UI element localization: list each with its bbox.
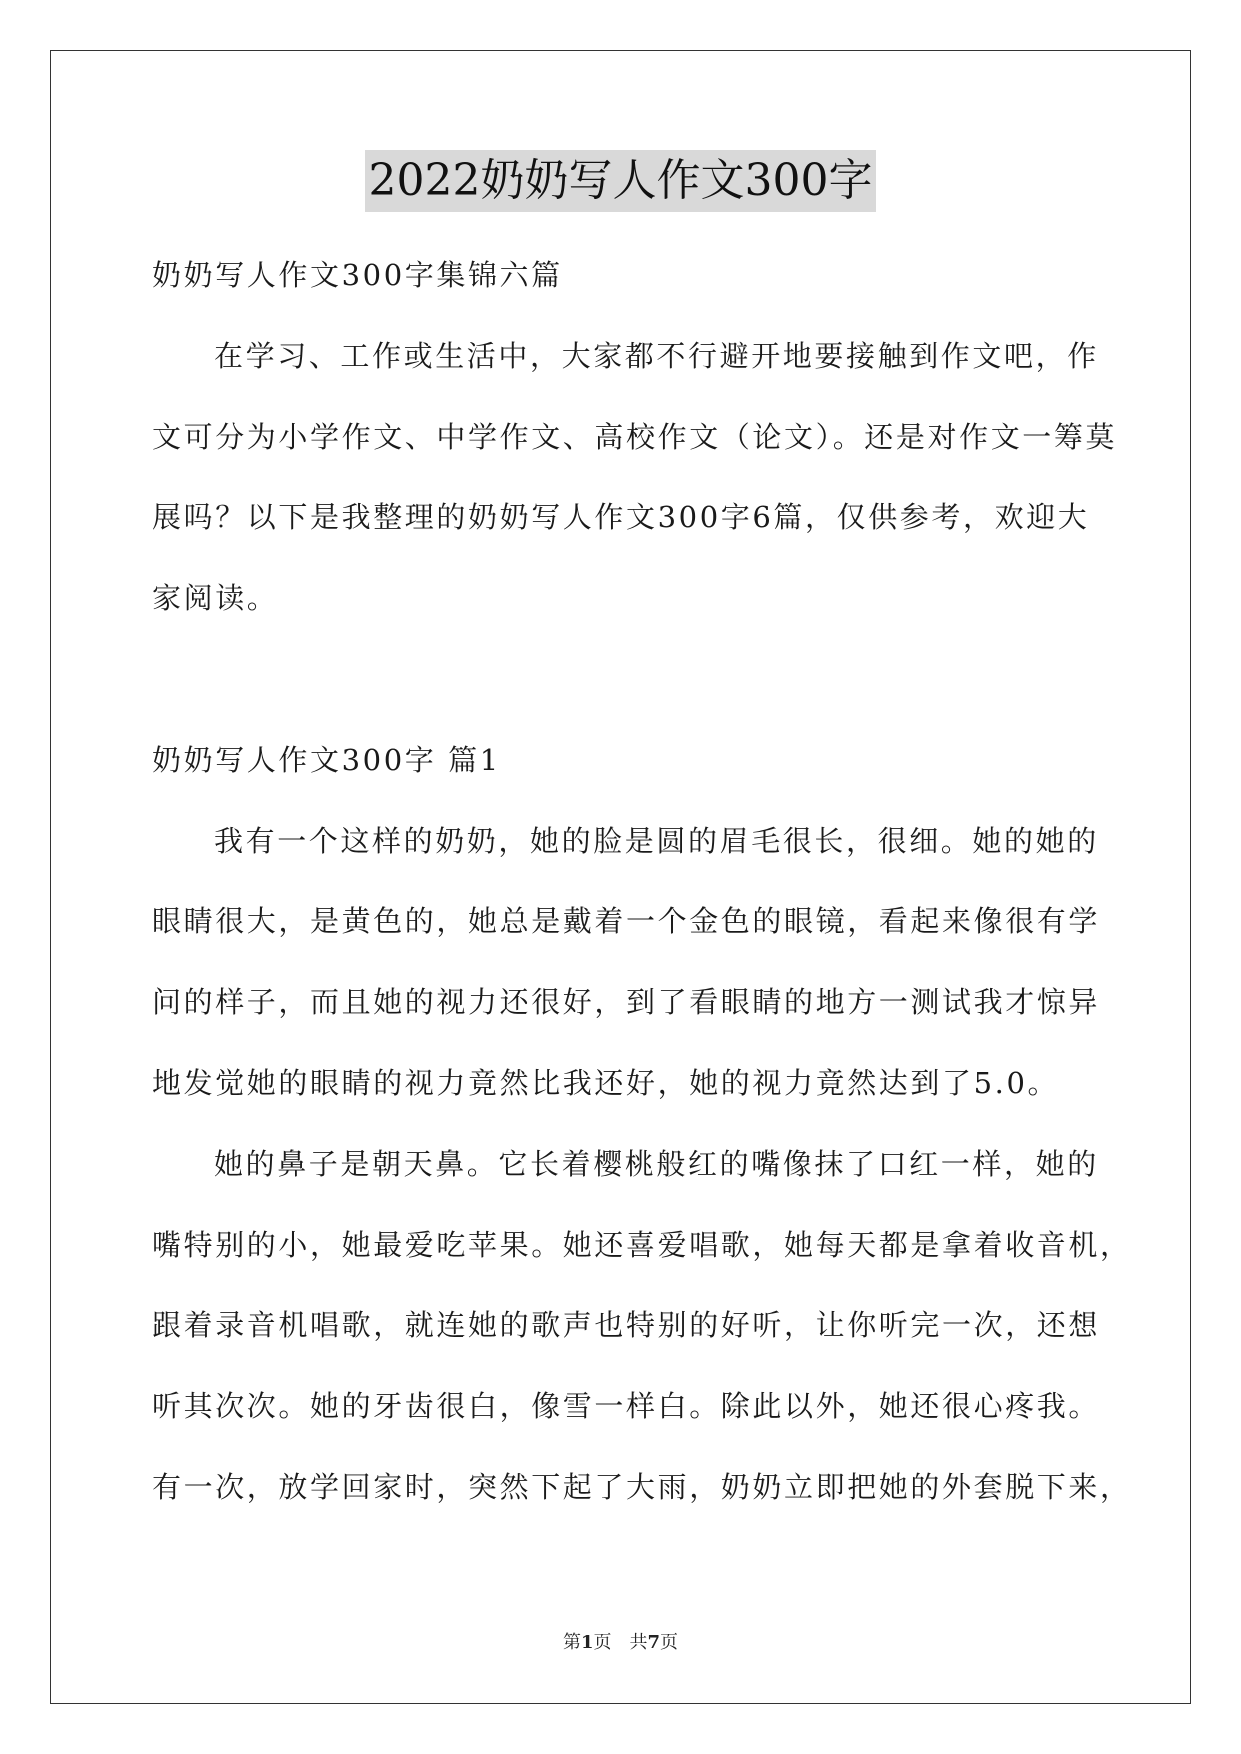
paragraph-line: 家阅读。 xyxy=(152,581,279,616)
paragraph-line: 问的样子，而且她的视力还很好，到了看眼睛的地方一测试我才惊异 xyxy=(152,985,1101,1020)
paragraph-line: 她的鼻子是朝天鼻。它长着樱桃般红的嘴像抹了口红一样，她的 xyxy=(214,1146,1099,1181)
page-suffix: 页 xyxy=(660,1632,679,1653)
page-current-number: 1 xyxy=(580,1632,594,1653)
page-prefix: 第 xyxy=(562,1632,581,1653)
section-heading: 奶奶写人作文300字 篇1 xyxy=(152,742,501,777)
page-footer xyxy=(0,1628,1241,1654)
document-subtitle: 奶奶写人作文300字集锦六篇 xyxy=(152,258,563,292)
intro-paragraph xyxy=(152,316,1118,639)
blank-line xyxy=(152,639,1097,720)
paragraph-line: 文可分为小学作文、中学作文、高校作文（论文）。还是对作文一筹莫 xyxy=(152,419,1118,454)
document-title: 2022奶奶写人作文300字 xyxy=(365,150,877,212)
title-container xyxy=(0,150,1241,212)
paragraph-line: 有一次，放学回家时，突然下起了大雨，奶奶立即把她的外套脱下来， xyxy=(152,1469,1132,1504)
paragraph-line: 嘴特别的小，她最爱吃苹果。她还喜爱唱歌，她每天都是拿着收音机， xyxy=(152,1227,1132,1262)
section1-paragraph-1 xyxy=(152,801,1101,1124)
paragraph-line: 听其次次。她的牙齿很白，像雪一样白。除此以外，她还很心疼我。 xyxy=(152,1389,1101,1424)
paragraph-line: 眼睛很大，是黄色的，她总是戴着一个金色的眼镜，看起来像很有学 xyxy=(152,904,1101,939)
paragraph-line: 我有一个这样的奶奶，她的脸是圆的眉毛很长，很细。她的她的 xyxy=(214,823,1099,858)
paragraph-line: 跟着录音机唱歌，就连她的歌声也特别的好听，让你听完一次，还想 xyxy=(152,1308,1101,1343)
paragraph-line: 展吗？以下是我整理的奶奶写人作文300字6篇，仅供参考，欢迎大 xyxy=(152,500,1090,535)
paragraph-line: 在学习、工作或生活中，大家都不行避开地要接触到作文吧，作 xyxy=(214,338,1099,373)
page-mid: 页 共 xyxy=(593,1632,648,1653)
document-body xyxy=(152,235,1132,1528)
section1-paragraph-2 xyxy=(152,1124,1132,1528)
paragraph-line: 地发觉她的眼睛的视力竟然比我还好，她的视力竟然达到了5.0。 xyxy=(152,1065,1060,1100)
page-total-number: 7 xyxy=(647,1632,661,1653)
